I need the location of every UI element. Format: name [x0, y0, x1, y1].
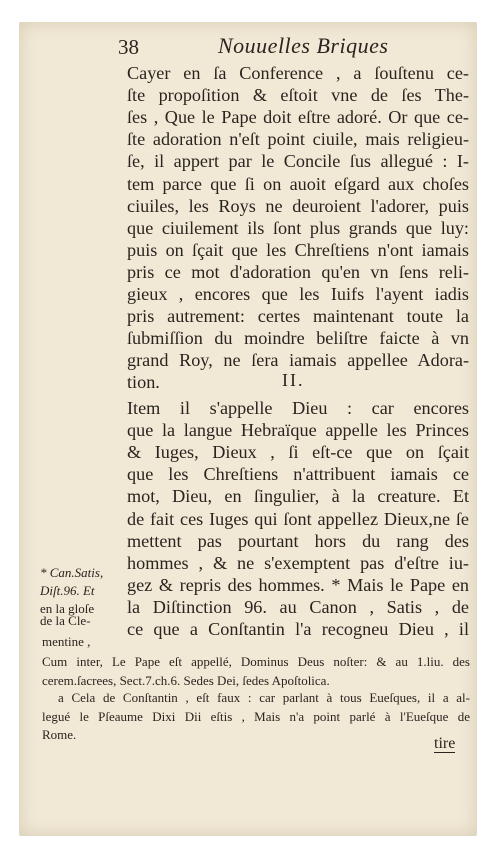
body-lines-line: ſte propoſition & eſtoit vne de ſes The- — [127, 85, 469, 106]
body-lines-line: ſte adoration n'eſt point ciuile, mais religieu- — [127, 129, 469, 150]
footnote-line: cerem.ſacrees, Sect.7.ch.6. Sedes Dei, ſedes Apoſtolica. — [42, 673, 330, 688]
body-lines-line: gieux , encores que les Iuifs l'ayent iadis — [127, 284, 469, 304]
body-lines-line: Cayer en ſa Conference , a ſouſtenu ce- — [127, 63, 469, 83]
body-lines-2-line: la Diſtinction 96. au Canon , Satis , de — [127, 596, 469, 617]
body-lines-2-line: que la langue Hebraïque appelle les Princes — [127, 420, 469, 441]
footnote-line: Rome. — [42, 727, 77, 742]
body-lines-2-line: de fait ces Iuges qui ſont appellez Dieux,ne ſe — [127, 508, 469, 529]
footnote-line: a Cela de Conſtantin , eſt faux : car parlant à tous Eueſques, il a al- — [58, 690, 470, 705]
body-lines-line: ſe, il appert par le Concile ſus allegué : I- — [127, 151, 469, 172]
body-lines-line: pris ce mot d'adoration qu'en vn ſens reli- — [127, 261, 469, 282]
body-lines-line: que ciuilement ils ſont plus grands que luy: — [127, 217, 469, 238]
body-lines-2-line: gez & repris des hommes. * Mais le Pape en — [127, 574, 469, 595]
catchword: tire — [434, 735, 456, 752]
body-lines-line: pris autrement: certes maintenant toute la — [127, 306, 469, 327]
body-lines-line: ciuiles, les Roys ne deuroient l'adorer, puis — [127, 195, 469, 216]
section-heading: II. — [282, 370, 305, 390]
body-lines-2-line: ce que a Conſtantin l'a recogneu Dieu , il — [127, 619, 469, 639]
margin-note-line: * Can.Satis, — [40, 565, 104, 580]
footnote-line: mentine , — [42, 634, 91, 649]
margin-note-line: de la Cle- — [40, 613, 91, 628]
margin-note-line: en la gloſe — [40, 601, 95, 616]
page-number: 38 — [118, 35, 139, 59]
body-lines-2-line: & Iuges, Dieux , ſi eſt-ce que on ſçait — [127, 442, 469, 463]
body-lines-2-line: hommes , & ne s'exemptent pas d'eſtre iu- — [127, 552, 469, 573]
body-lines-line: tem parce que ſi on auoit eſgard aux choſes — [127, 173, 469, 194]
body-lines-line: ſubmiſſion du moindre beliſtre faicte à vn — [127, 328, 469, 349]
margin-note-line: Diſt.96. Et — [40, 583, 95, 598]
footnote-line: legué le Pſeaume Dixi Dii eſtis , Mais n'a point parlé à l'Eueſque de — [42, 709, 470, 724]
body-lines-line: tion. — [127, 372, 160, 393]
body-lines-line: grand Roy, ne ſera iamais appellee Adora- — [127, 350, 469, 371]
body-lines-line: puis on ſçait que les Chreſtiens n'ont iamais — [127, 239, 469, 260]
body-lines-line: ſes , Que le Pape doit eſtre adoré. Or que ce- — [127, 107, 469, 128]
body-lines-2-line: mot, Dieu, en ſingulier, à la creature. Et — [127, 486, 469, 507]
running-head: Nouuelles Briques — [218, 33, 389, 58]
footnote-line: Cum inter, Le Pape eſt appellé, Dominus Deus noſter: & au 1.liu. des — [42, 654, 470, 669]
body-lines-2-line: mettent pas pourtant hors du rang des — [127, 530, 469, 551]
body-lines-2-line: que les Chreſtiens n'attribuent iamais ce — [127, 464, 469, 485]
body-lines-2-line: Item il s'appelle Dieu : car encores — [127, 398, 469, 418]
